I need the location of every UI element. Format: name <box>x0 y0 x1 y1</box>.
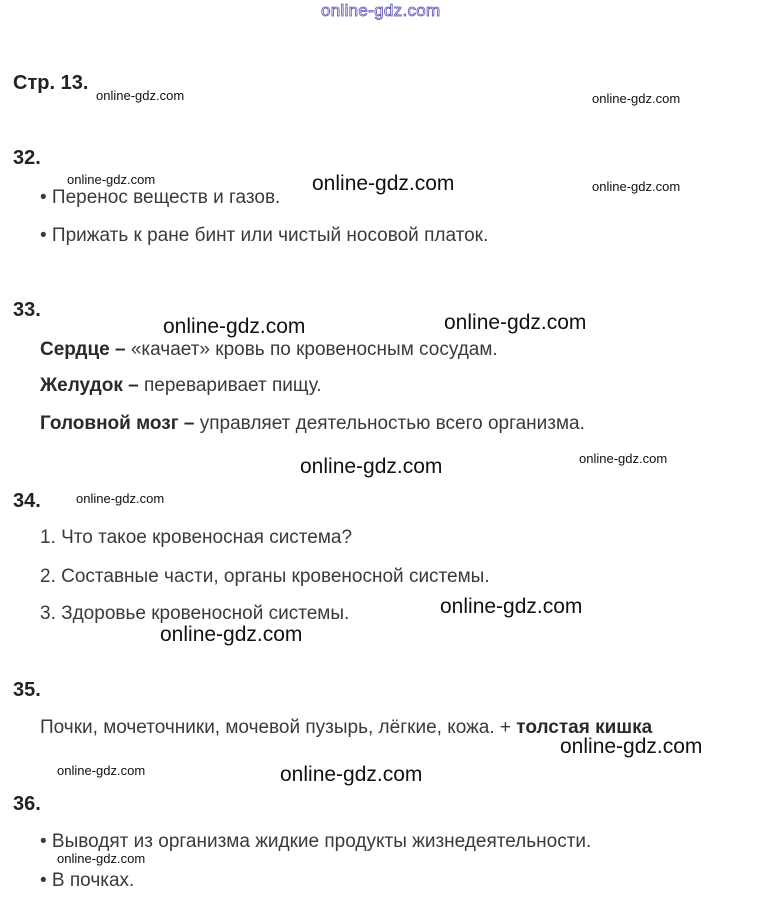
term: Сердце – <box>40 339 126 360</box>
watermark: online-gdz.com <box>96 88 185 103</box>
question-number-33: 33. <box>13 299 41 321</box>
answer-text: Почки, мочеточники, мочевой пузырь, лёгкие, кожа. + <box>40 717 517 738</box>
page-title: Стр. 13. <box>13 72 89 94</box>
answer-line: 2. Составные части, органы кровеносной системы. <box>40 566 490 587</box>
watermark: online-gdz.com <box>163 315 306 338</box>
watermark: online-gdz.com <box>592 91 681 106</box>
answer-line <box>40 339 498 361</box>
answer-bold: толстая кишка <box>516 717 653 738</box>
question-number-36: 36. <box>13 793 41 815</box>
answer-line: • Выводят из организма жидкие продукты жизнедеятельности. <box>40 831 592 852</box>
answer-line: 1. Что такое кровеносная система? <box>40 527 353 548</box>
header-watermark: online-gdz.com <box>321 1 441 20</box>
definition: управляет деятельностью всего организма. <box>194 413 585 434</box>
watermark: online-gdz.com <box>280 763 423 786</box>
answer-line <box>40 413 585 435</box>
watermark: online-gdz.com <box>440 595 583 618</box>
watermark: online-gdz.com <box>300 455 443 478</box>
question-number-32: 32. <box>13 147 41 169</box>
watermark: online-gdz.com <box>579 451 668 466</box>
definition: «качает» кровь по кровеносным сосудам. <box>125 339 498 360</box>
answer-line <box>40 375 322 397</box>
question-number-35: 35. <box>13 679 41 701</box>
watermark: online-gdz.com <box>444 311 587 334</box>
watermark: online-gdz.com <box>160 623 303 646</box>
watermark: online-gdz.com <box>560 735 703 758</box>
answer-line: • В почках. <box>40 870 135 891</box>
question-number-34: 34. <box>13 490 41 512</box>
term: Желудок – <box>40 375 139 396</box>
answer-line: • Перенос веществ и газов. <box>40 187 281 208</box>
watermark: online-gdz.com <box>57 763 146 778</box>
watermark: online-gdz.com <box>76 491 165 506</box>
answer-line: • Прижать к ране бинт или чистый носовой платок. <box>40 225 489 246</box>
answer-line: 3. Здоровье кровеносной системы. <box>40 603 350 624</box>
answer-line <box>40 717 652 739</box>
watermark: online-gdz.com <box>57 851 146 866</box>
watermark: online-gdz.com <box>67 172 156 187</box>
watermark: online-gdz.com <box>312 172 455 195</box>
watermark: online-gdz.com <box>592 179 681 194</box>
term: Головной мозг – <box>40 413 195 434</box>
definition: переваривает пищу. <box>138 375 322 396</box>
